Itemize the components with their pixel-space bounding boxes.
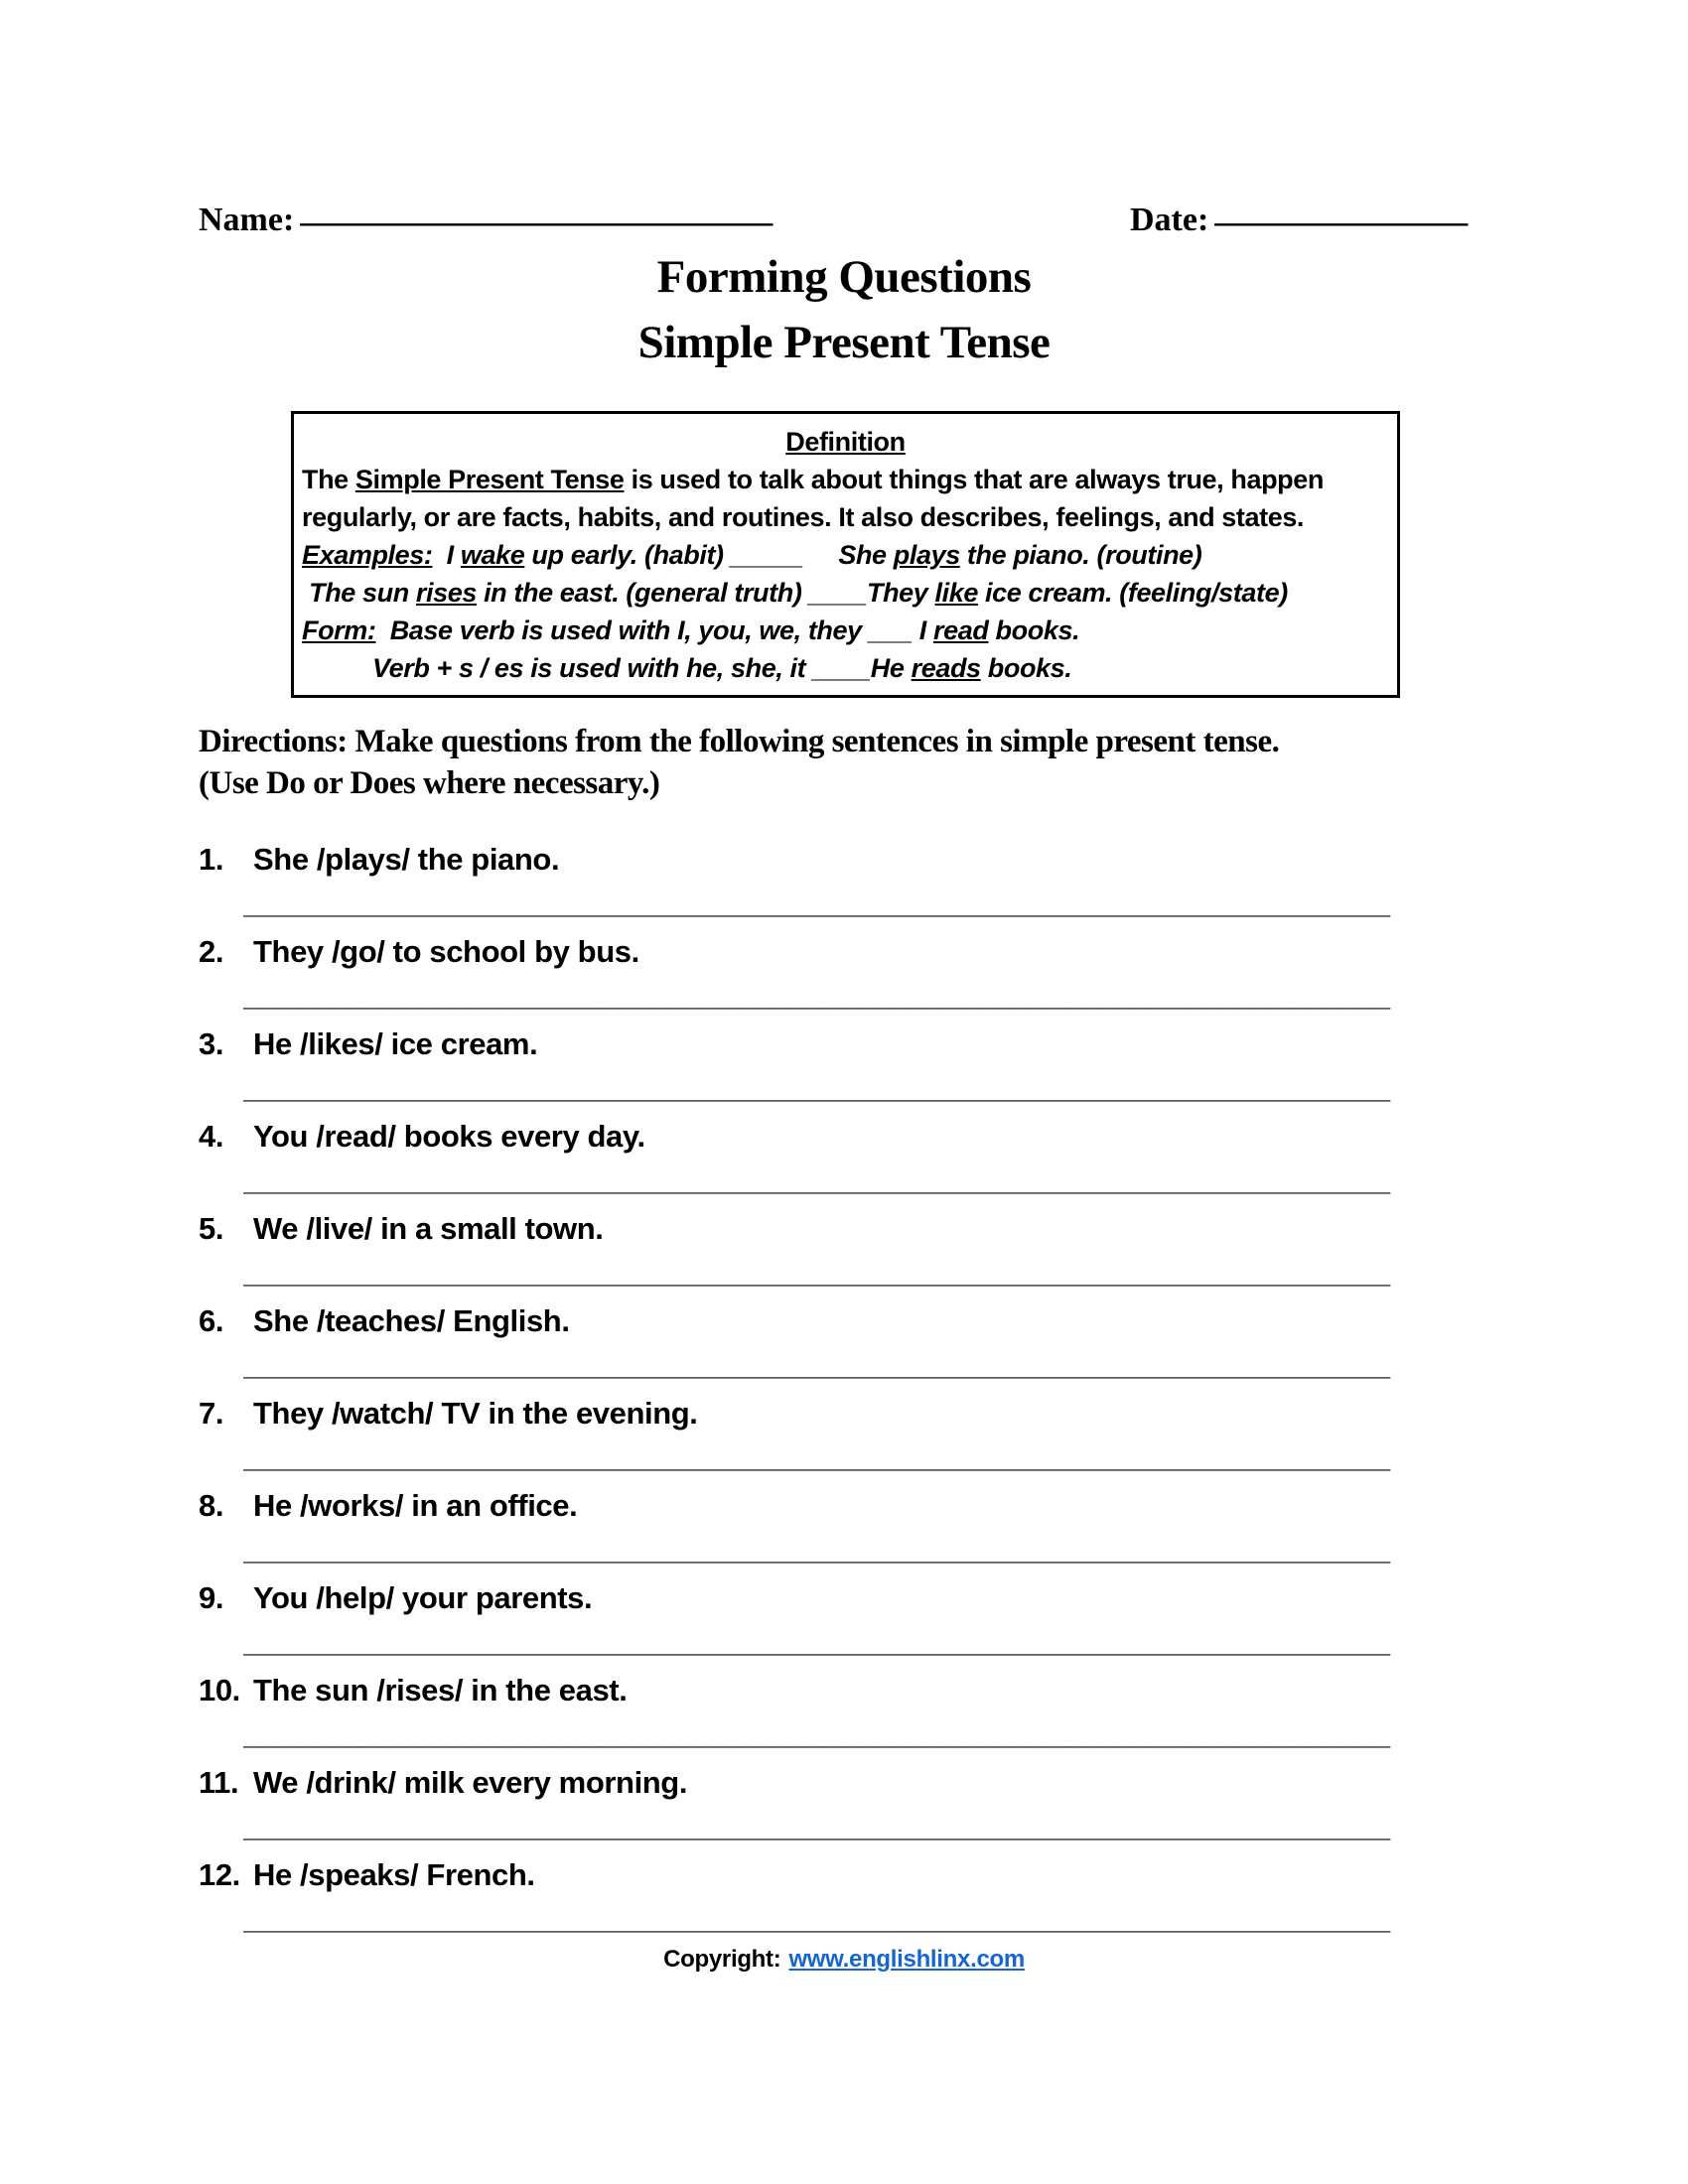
answer-line[interactable]: ___________________________________________________________________ bbox=[243, 1162, 1391, 1197]
date-input-line[interactable]: _______________ bbox=[1214, 193, 1469, 229]
question-text: The sun /rises/ in the east. bbox=[253, 1673, 628, 1707]
question-item bbox=[199, 1396, 1609, 1488]
question-text: We /drink/ milk every morning. bbox=[253, 1765, 688, 1800]
question-item bbox=[199, 1580, 1609, 1673]
directions bbox=[199, 721, 1609, 804]
question-text: He /speaks/ French. bbox=[253, 1857, 535, 1892]
question-number: 1. bbox=[199, 842, 224, 877]
definition-underlined-term: Examples: bbox=[302, 540, 433, 570]
question-item bbox=[199, 1765, 1609, 1857]
definition-text-segment: up early. (habit) _____ She bbox=[524, 540, 894, 570]
question-number: 11. bbox=[199, 1765, 239, 1800]
question-text: He /works/ in an office. bbox=[253, 1488, 578, 1523]
question-item bbox=[199, 1673, 1609, 1765]
answer-line[interactable]: ___________________________________________________________________ bbox=[243, 1255, 1391, 1290]
question-text: We /live/ in a small town. bbox=[253, 1211, 604, 1246]
definition-underlined-term: reads bbox=[911, 653, 981, 683]
question-number: 12. bbox=[199, 1857, 240, 1892]
question-text: She /teaches/ English. bbox=[253, 1303, 570, 1338]
definition-text-segment: is used to talk about things that are always true, happen bbox=[624, 465, 1324, 494]
question-item bbox=[199, 1211, 1609, 1303]
definition-text-segment: regularly, or are facts, habits, and routines. It also describes, feelings, and states. bbox=[302, 502, 1305, 532]
answer-line[interactable]: ___________________________________________________________________ bbox=[243, 1347, 1391, 1382]
question-text: He /likes/ ice cream. bbox=[253, 1026, 538, 1061]
definition-line bbox=[302, 461, 1389, 498]
question-item bbox=[199, 1119, 1609, 1211]
definition-underlined-term: read bbox=[933, 615, 989, 645]
date-label: Date: bbox=[1130, 202, 1209, 238]
definition-text-segment: ice cream. (feeling/state) bbox=[977, 578, 1288, 608]
question-item bbox=[199, 1303, 1609, 1396]
definition-line bbox=[302, 574, 1389, 612]
question-text: They /go/ to school by bus. bbox=[253, 934, 639, 969]
question-number: 5. bbox=[199, 1211, 224, 1246]
question-item bbox=[199, 1026, 1609, 1119]
answer-line[interactable]: ___________________________________________________________________ bbox=[243, 1901, 1391, 1936]
definition-body bbox=[302, 461, 1389, 687]
question-text: She /plays/ the piano. bbox=[253, 842, 560, 877]
definition-line bbox=[302, 612, 1389, 649]
question-number: 10. bbox=[199, 1673, 240, 1707]
question-number: 9. bbox=[199, 1580, 224, 1615]
definition-line bbox=[302, 649, 1389, 687]
definition-text-segment: in the east. (general truth) ____They bbox=[476, 578, 935, 608]
footer bbox=[0, 1946, 1688, 1974]
definition-underlined-term: wake bbox=[460, 540, 525, 570]
answer-line[interactable]: ___________________________________________________________________ bbox=[243, 886, 1391, 920]
copyright-link[interactable]: www.englishlinx.com bbox=[788, 1946, 1025, 1973]
answer-line[interactable]: ___________________________________________________________________ bbox=[243, 978, 1391, 1013]
question-item bbox=[199, 842, 1609, 934]
definition-box bbox=[291, 411, 1400, 698]
answer-line[interactable]: ___________________________________________________________________ bbox=[243, 1716, 1391, 1751]
answer-line[interactable]: ___________________________________________________________________ bbox=[243, 1439, 1391, 1474]
definition-text-segment: Base verb is used with I, you, we, they ___ I bbox=[375, 615, 934, 645]
name-input-line[interactable]: ____________________________ bbox=[300, 193, 774, 229]
question-text: They /watch/ TV in the evening. bbox=[253, 1396, 698, 1431]
definition-text-segment: Verb + s / es is used with he, she, it ____He bbox=[302, 653, 912, 683]
answer-line[interactable]: ___________________________________________________________________ bbox=[243, 1624, 1391, 1659]
page-title bbox=[0, 244, 1688, 375]
definition-title: Definition bbox=[785, 427, 906, 457]
definition-underlined-term: Form: bbox=[302, 615, 376, 645]
question-item bbox=[199, 934, 1609, 1026]
definition-text-segment: books. bbox=[988, 615, 1080, 645]
definition-text-segment: The sun bbox=[302, 578, 416, 608]
page-title-line2: Simple Present Tense bbox=[637, 317, 1051, 368]
question-number: 8. bbox=[199, 1488, 224, 1523]
answer-line[interactable]: ___________________________________________________________________ bbox=[243, 1532, 1391, 1567]
directions-line2: (Use Do or Does where necessary.) bbox=[199, 765, 660, 801]
question-number: 4. bbox=[199, 1119, 224, 1154]
name-row bbox=[199, 193, 784, 239]
definition-title-row bbox=[302, 423, 1389, 461]
definition-text-segment: The bbox=[302, 465, 355, 494]
question-number: 3. bbox=[199, 1026, 224, 1061]
question-number: 2. bbox=[199, 934, 224, 969]
definition-text-segment: the piano. (routine) bbox=[959, 540, 1202, 570]
definition-line bbox=[302, 498, 1389, 536]
date-row bbox=[1130, 193, 1475, 239]
definition-underlined-term: plays bbox=[893, 540, 960, 570]
question-item bbox=[199, 1857, 1609, 1950]
definition-underlined-term: rises bbox=[415, 578, 477, 608]
definition-underlined-term: Simple Present Tense bbox=[354, 465, 625, 494]
definition-underlined-term: like bbox=[934, 578, 978, 608]
page-title-line1: Forming Questions bbox=[656, 251, 1032, 303]
definition-text-segment: books. bbox=[980, 653, 1072, 683]
question-text: You /help/ your parents. bbox=[253, 1580, 593, 1615]
answer-line[interactable]: ___________________________________________________________________ bbox=[243, 1070, 1391, 1105]
questions-list bbox=[199, 842, 1609, 1950]
question-number: 6. bbox=[199, 1303, 224, 1338]
name-label: Name: bbox=[199, 202, 295, 238]
definition-text-segment: I bbox=[432, 540, 461, 570]
question-item bbox=[199, 1488, 1609, 1580]
definition-line bbox=[302, 536, 1389, 574]
question-text: You /read/ books every day. bbox=[253, 1119, 645, 1154]
directions-line1: Directions: Make questions from the following sentences in simple present tense. bbox=[199, 724, 1280, 759]
answer-line[interactable]: ___________________________________________________________________ bbox=[243, 1809, 1391, 1843]
question-number: 7. bbox=[199, 1396, 224, 1431]
copyright-label: Copyright: bbox=[663, 1946, 781, 1973]
